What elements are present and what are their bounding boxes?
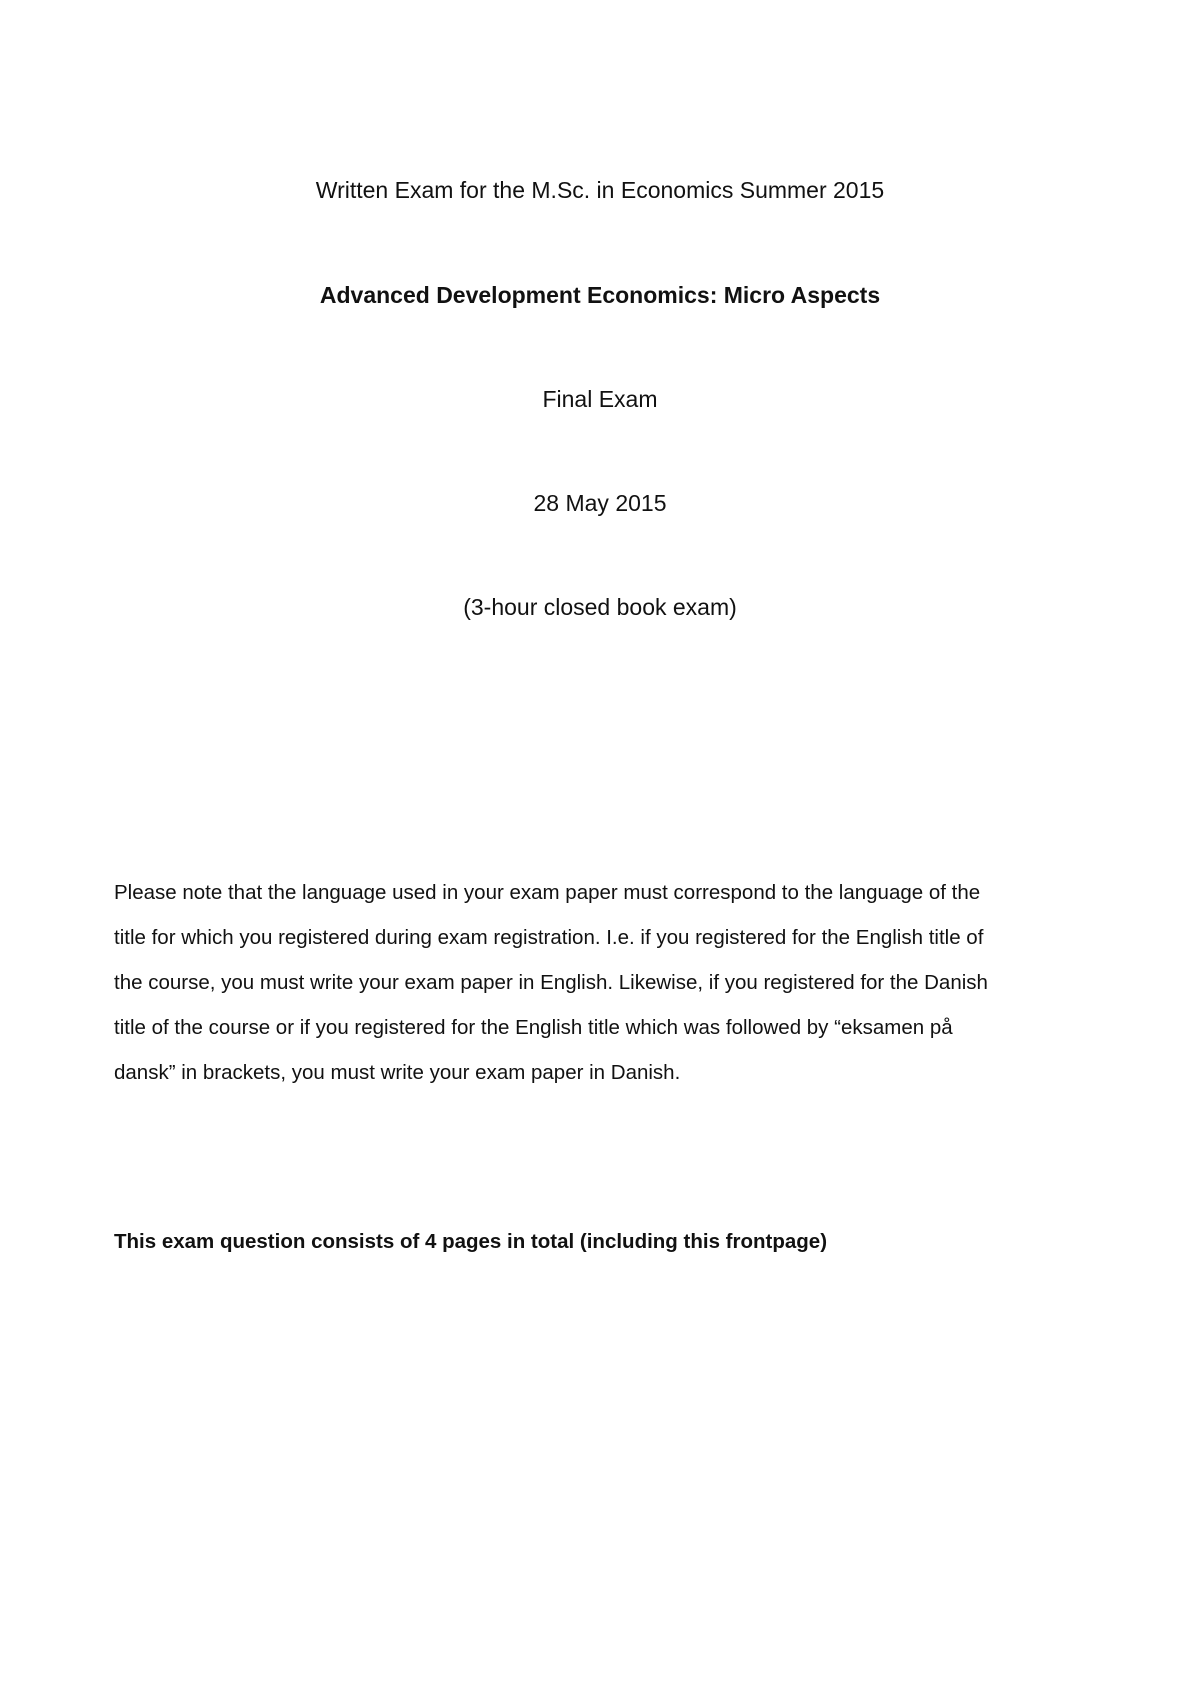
notice-line: dansk” in brackets, you must write your exam paper in Danish. xyxy=(114,1061,681,1084)
exam-date: 28 May 2015 xyxy=(533,490,667,516)
notice-line: title of the course or if you registered for the English title which was followed by “eksamen på xyxy=(114,1016,953,1039)
course-title: Advanced Development Economics: Micro Aspects xyxy=(319,282,881,308)
exam-duration: (3-hour closed book exam) xyxy=(463,594,737,620)
notice-line: the course, you must write your exam paper in English. Likewise, if you registered for the Danish xyxy=(114,971,988,994)
notice-line: Please note that the language used in your exam paper must correspond to the language of the xyxy=(114,881,981,904)
page-count-note: This exam question consists of 4 pages in total (including this frontpage) xyxy=(114,1230,828,1253)
notice-line: title for which you registered during exam registration. I.e. if you registered for the English title of xyxy=(114,926,984,949)
language-notice xyxy=(114,870,1094,1095)
exam-title: Written Exam for the M.Sc. in Economics Summer 2015 xyxy=(315,177,885,203)
exam-type: Final Exam xyxy=(542,386,658,412)
